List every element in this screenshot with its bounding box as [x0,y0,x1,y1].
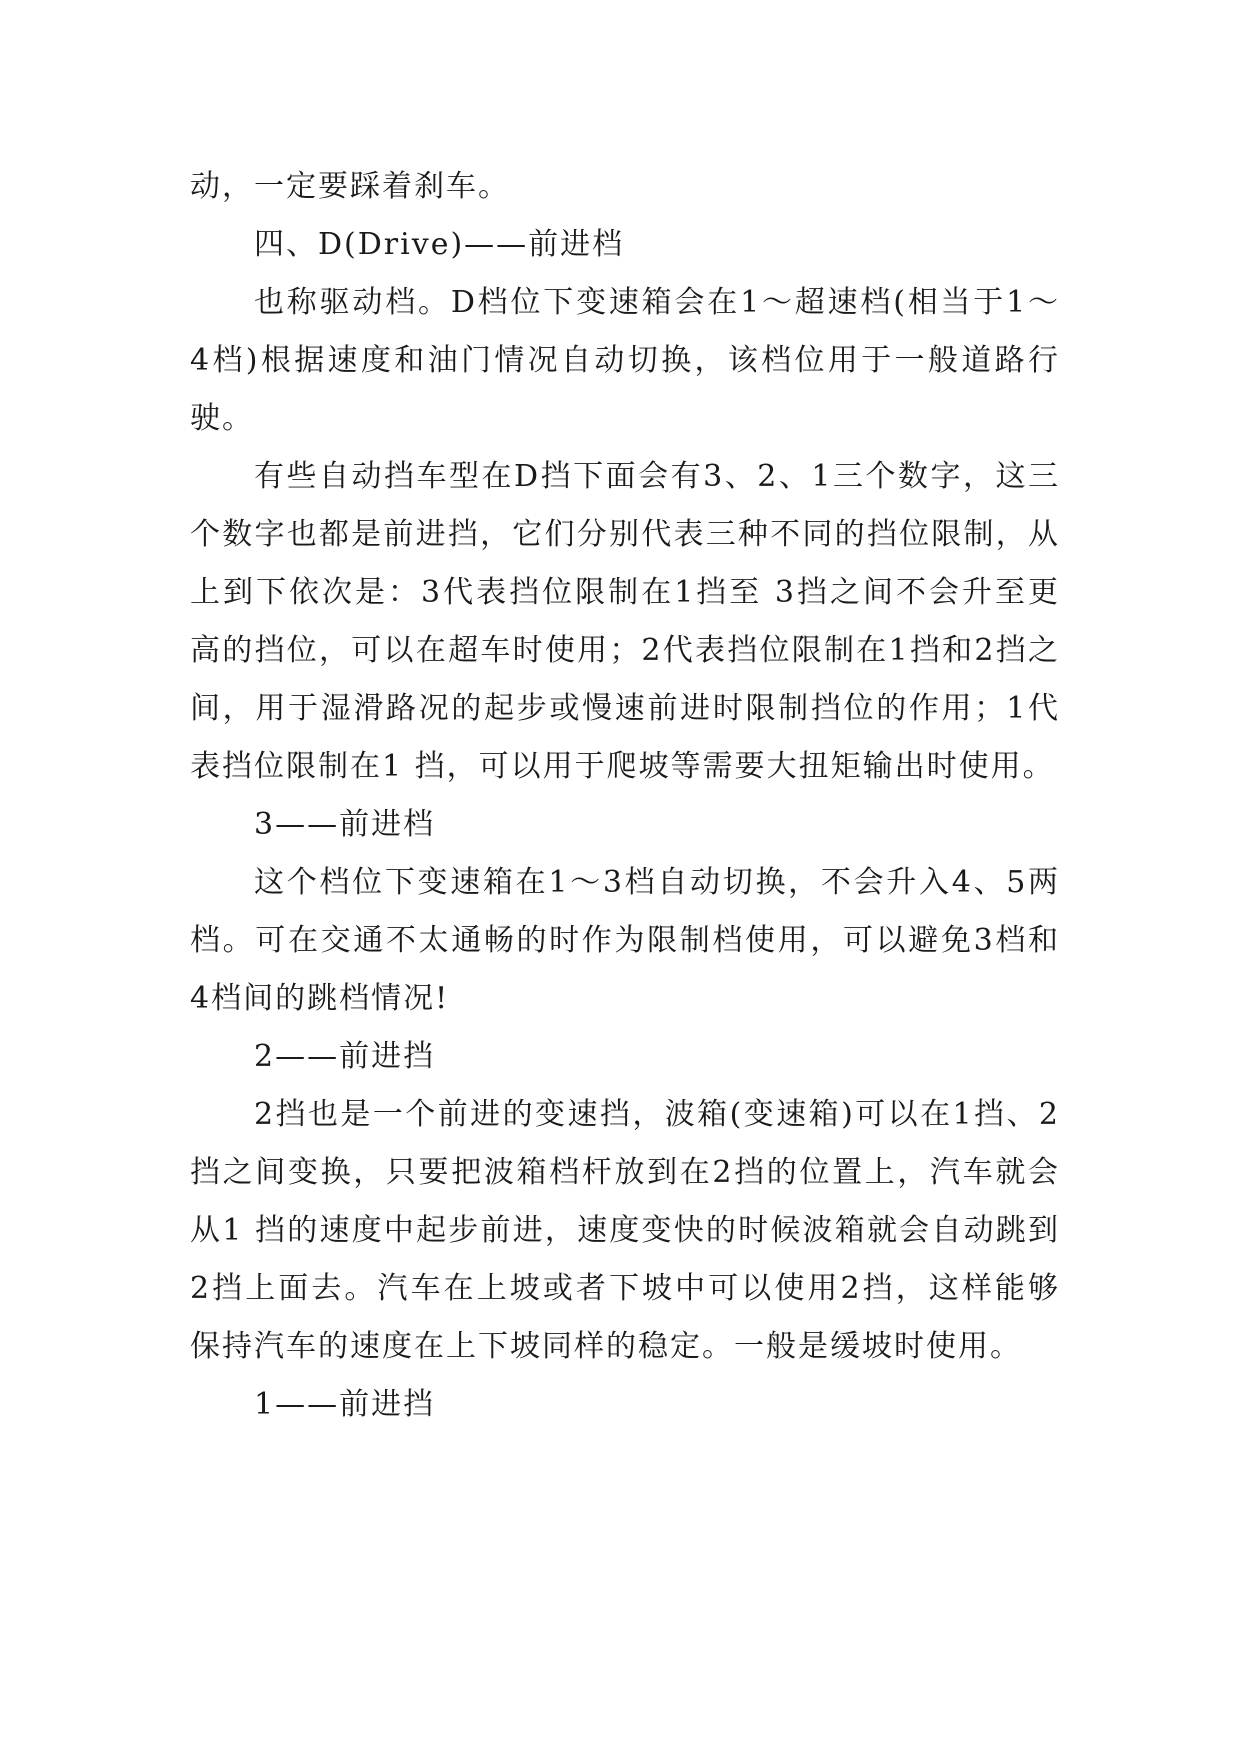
paragraph-drive-description: 也称驱动档。D档位下变速箱会在1～超速档(相当于1～4档)根据速度和油门情况自动切换，该档位用于一般道路行驶。 [190,285,1060,436]
section-heading-drive: 四、D(Drive)——前进档 [254,227,625,262]
body-text [190,158,1060,1434]
subheading-gear-3: 3——前进档 [254,807,436,842]
paragraph-gear-3: 这个档位下变速箱在1～3档自动切换，不会升入4、5两档。可在交通不太通畅的时作为限制档使用，可以避免3档和4档间的跳档情况! [190,865,1060,1016]
paragraph-gear-2: 2挡也是一个前进的变速挡，波箱(变速箱)可以在1挡、2挡之间变换，只要把波箱档杆放到在2挡的位置上，汽车就会从1 挡的速度中起步前进，速度变快的时候波箱就会自动跳到2挡上面去。汽车在上坡或者下坡中可以使用2挡，这样能够保持汽车的速度在上下坡同样的稳定。一般是缓坡时使用。 [190,1097,1060,1364]
paragraph-gear-limits: 有些自动挡车型在D挡下面会有3、2、1三个数字，这三个数字也都是前进挡，它们分别代表三种不同的挡位限制，从上到下依次是：3代表挡位限制在1挡至 3挡之间不会升至更高的挡位，可以在超车时使用；2代表挡位限制在1挡和2挡之间，用于湿滑路况的起步或慢速前进时限制挡位的作用；1代表挡位限制在1 挡，可以用于爬坡等需要大扭矩输出时使用。 [190,459,1060,784]
subheading-gear-2: 2——前进挡 [254,1039,436,1074]
paragraph-continuation: 动，一定要踩着刹车。 [190,169,510,204]
subheading-gear-1: 1——前进挡 [254,1387,436,1422]
